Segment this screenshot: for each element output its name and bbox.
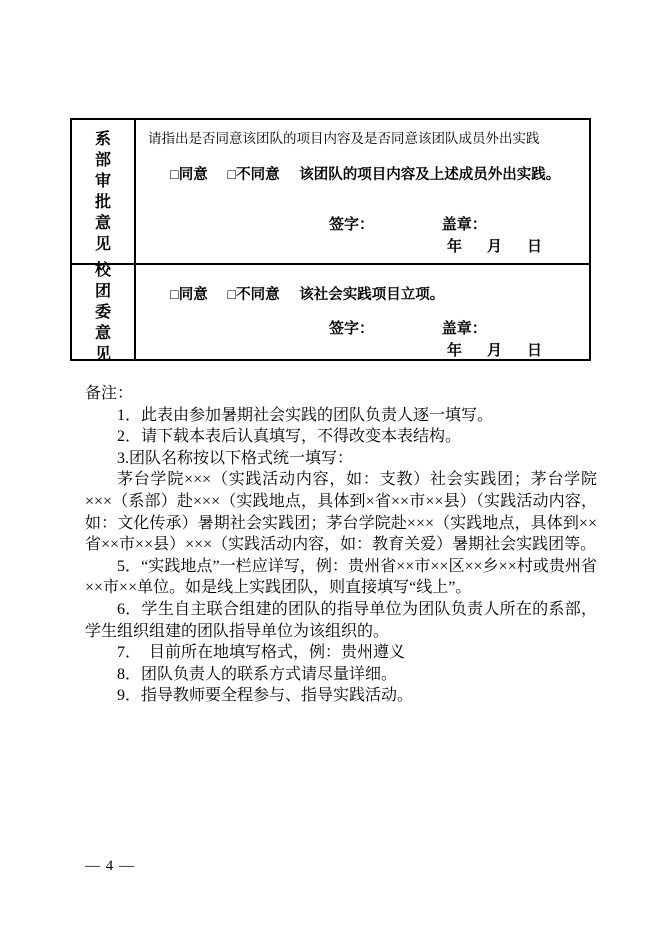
disagree-checkbox-label: □不同意 (227, 167, 280, 183)
date-line: 年 月 日 (446, 343, 547, 359)
department-approval-row (72, 120, 589, 263)
note-item: 8．团队负责人的联系方式请尽量详细。 (117, 665, 398, 683)
note-item: 5．“实践地点”一栏应详写，例：贵州省××市××区××乡××村或贵州省××市××单位。如是线上实践团队，则直接填写“线上”。 (85, 557, 597, 597)
approval-table (70, 118, 591, 361)
department-approval-header-cell (72, 120, 136, 263)
note-item: 7． 目前所在地填写格式，例：贵州遵义 (117, 644, 406, 662)
committee-opinion-options (170, 285, 577, 305)
note-item: 6．学生自主联合组建的团队的指导单位为团队负责人所在的系部，学生组织组建的团队指导单位为该组织的。 (85, 600, 597, 640)
note-item: 2．请下载本表后认真填写，不得改变本表结构。 (117, 428, 462, 446)
note-item: 茅台学院×××（实践活动内容，如：支教）社会实践团；茅台学院×××（系部）赴×××（实践地点，具体到×省××市××县）（实践活动内容，如：文化传承）暑期社会实践团；茅台学院赴×××（实践地点，具体到××省××市××县）×××（实践活动内容，如：教育关爱）暑期社会实践团等。 (85, 471, 597, 554)
signature-seal-line (148, 319, 577, 339)
signature-seal-line (148, 215, 577, 235)
notes-heading: 备注： (85, 385, 134, 402)
note-item: 1．此表由参加暑期社会实践的团队负责人逐一填写。 (117, 406, 494, 424)
page-number: — 4 — (85, 858, 135, 874)
approval-statement: 该团队的项目内容及上述成员外出实践。 (299, 167, 561, 183)
signature-label: 签字： (329, 217, 375, 233)
signature-label: 签字： (329, 321, 375, 337)
disagree-checkbox-label: □不同意 (227, 287, 280, 303)
instruction-text: 请指出是否同意该团队的项目内容及是否同意该团队成员外出实践 (148, 131, 540, 146)
department-approval-content (136, 120, 589, 263)
approval-statement: 该社会实践项目立项。 (299, 287, 445, 303)
department-approval-options (170, 165, 577, 185)
committee-opinion-content (136, 265, 589, 359)
note-item: 3.团队名称按以下格式统一填写： (117, 449, 354, 467)
department-approval-label: 系部审批意见 (94, 130, 111, 253)
committee-opinion-row (72, 261, 589, 363)
committee-opinion-header-cell (72, 261, 136, 363)
agree-checkbox-label: □同意 (170, 167, 208, 183)
seal-label: 盖章： (441, 321, 487, 337)
note-item: 9．指导教师要全程参与、指导实践活动。 (117, 687, 414, 705)
notes-section (85, 383, 597, 707)
agree-checkbox-label: □同意 (170, 287, 208, 303)
date-line: 年 月 日 (446, 239, 547, 255)
committee-opinion-label: 校团委意见 (94, 261, 111, 363)
seal-label: 盖章： (441, 217, 487, 233)
